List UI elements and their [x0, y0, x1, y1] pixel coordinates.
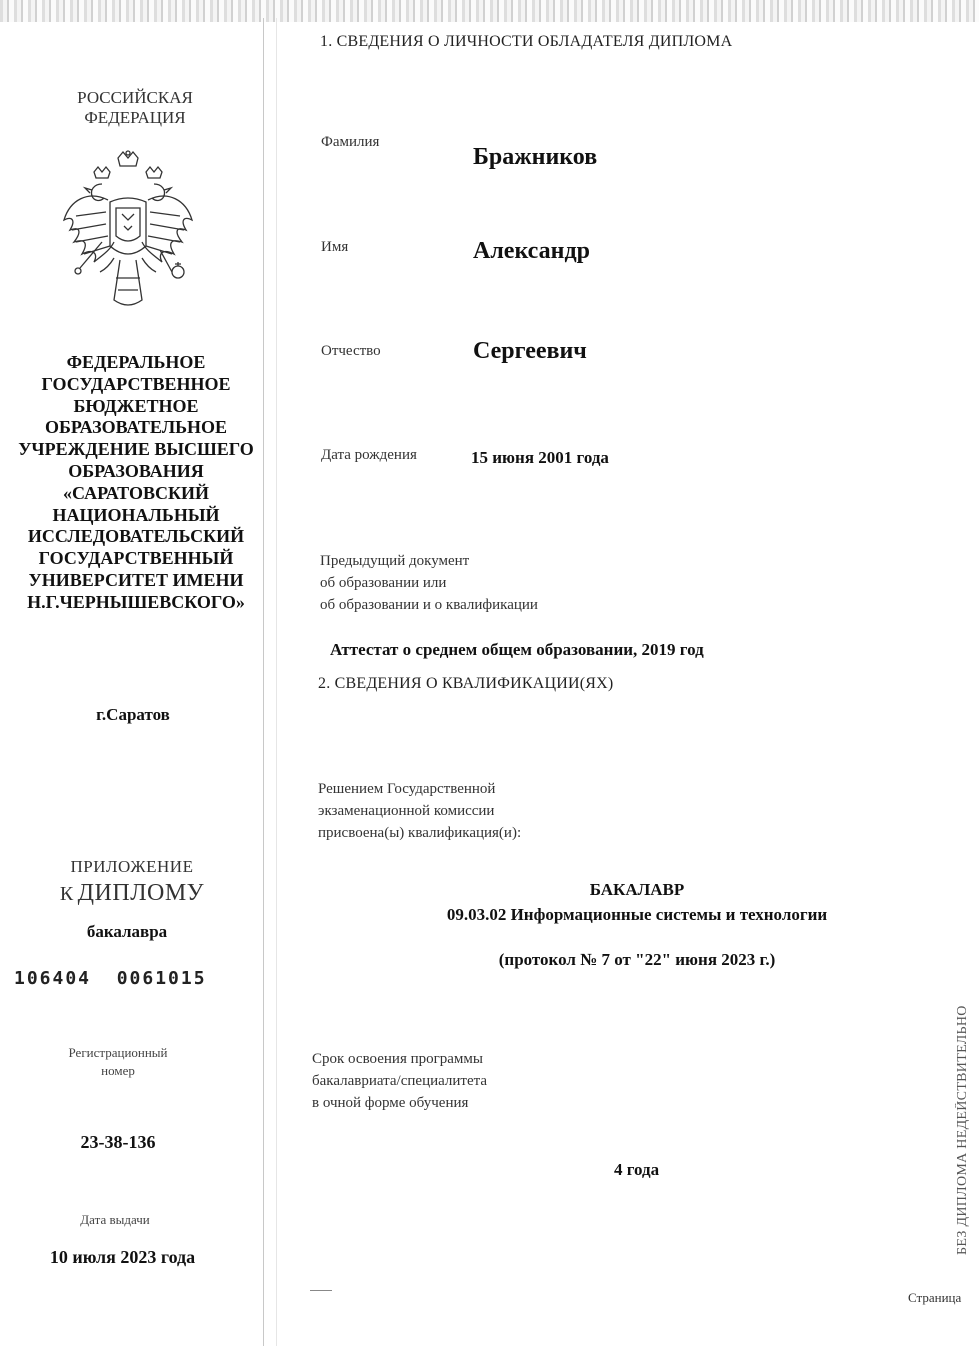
degree-level: бакалавра [86, 922, 168, 941]
previous-document-label [320, 550, 538, 616]
duration-value: 4 года [614, 1160, 660, 1179]
footer-dash [310, 1290, 332, 1291]
surname-label: Фамилия [321, 134, 380, 150]
institution-line: УНИВЕРСИТЕТ ИМЕНИ [28, 569, 244, 590]
supplement-subtitle [22, 880, 242, 907]
institution-line: БЮДЖЕТНОЕ [73, 395, 199, 416]
institution-line: ОБРАЗОВАТЕЛЬНОЕ [44, 417, 228, 438]
section-1-title: 1. СВЕДЕНИЯ О ЛИЧНОСТИ ОБЛАДАТЕЛЯ ДИПЛОМА [320, 33, 733, 50]
previous-document-line: Предыдущий документ [320, 553, 470, 569]
section-2-title: 2. СВЕДЕНИЯ О КВАЛИФИКАЦИИ(ЯХ) [318, 675, 614, 692]
commission-decision-label [318, 778, 521, 844]
supplement-k: К [59, 883, 74, 905]
duration-line: Срок освоения программы [312, 1051, 483, 1067]
surname-value: Бражников [473, 144, 598, 170]
patronymic-value: Сергеевич [473, 338, 587, 364]
institution-line: Н.Г.ЧЕРНЫШЕВСКОГО» [27, 591, 245, 612]
registration-label [40, 1044, 196, 1080]
institution-name [14, 352, 258, 614]
protocol-value: (протокол № 7 от "22" июня 2023 г.) [498, 950, 776, 969]
registration-label-line-2: номер [101, 1063, 135, 1078]
name-value: Александр [473, 238, 590, 264]
registration-label-line-1: Регистрационный [68, 1045, 168, 1060]
page-fold-divider [263, 18, 264, 1346]
qualification-value: БАКАЛАВР [589, 880, 685, 899]
institution-line: ИССЛЕДОВАТЕЛЬСКИЙ [27, 526, 245, 547]
document-top-border [0, 0, 979, 22]
registration-number: 23-38-136 [80, 1132, 156, 1152]
institution-line: НАЦИОНАЛЬНЫЙ [52, 504, 220, 525]
country-line-2: ФЕДЕРАЦИЯ [84, 108, 186, 127]
commission-decision-line: Решением Государственной [318, 781, 496, 797]
serial-number: 106404 0061015 [14, 968, 207, 989]
issue-date-label: Дата выдачи [80, 1212, 150, 1227]
duration-label [312, 1048, 487, 1114]
issue-date: 10 июля 2023 года [49, 1247, 196, 1267]
commission-decision-line: присвоена(ы) квалификация(и): [318, 825, 522, 841]
specialty-value: 09.03.02 Информационные системы и технологии [446, 905, 828, 924]
patronymic-label: Отчество [321, 343, 381, 359]
previous-document-line: об образовании или [320, 575, 447, 591]
validity-note: БЕЗ ДИПЛОМА НЕДЕЙСТВИТЕЛЬНО [955, 1005, 970, 1255]
institution-line: УЧРЕЖДЕНИЕ ВЫСШЕГО [18, 439, 254, 460]
city: г.Саратов [96, 705, 170, 724]
institution-line: ГОСУДАРСТВЕННОЕ [41, 373, 231, 394]
supplement-title: ПРИЛОЖЕНИЕ [70, 857, 194, 876]
institution-line: ОБРАЗОВАНИЯ [68, 460, 204, 481]
page-label: Страница [908, 1290, 962, 1305]
name-label: Имя [321, 239, 349, 255]
commission-decision-line: экзаменационной комиссии [318, 803, 495, 819]
page-fold-divider-inner [276, 18, 277, 1346]
country-name [30, 88, 240, 128]
duration-line: в очной форме обучения [312, 1095, 469, 1111]
birth-date-value: 15 июня 2001 года [471, 448, 609, 467]
duration-line: бакалавриата/специалитета [312, 1073, 488, 1089]
birth-date-label: Дата рождения [321, 447, 417, 463]
country-line-1: РОССИЙСКАЯ [77, 88, 193, 107]
double-headed-eagle-emblem-icon [58, 150, 198, 315]
institution-line: ГОСУДАРСТВЕННЫЙ [38, 548, 234, 569]
supplement-diploma: ДИПЛОМУ [77, 880, 205, 906]
previous-document-value: Аттестат о среднем общем образовании, 2019 год [330, 640, 704, 659]
institution-line: «САРАТОВСКИЙ [62, 482, 210, 503]
previous-document-line: об образовании и о квалификации [320, 597, 538, 613]
institution-line: ФЕДЕРАЛЬНОЕ [66, 352, 206, 372]
